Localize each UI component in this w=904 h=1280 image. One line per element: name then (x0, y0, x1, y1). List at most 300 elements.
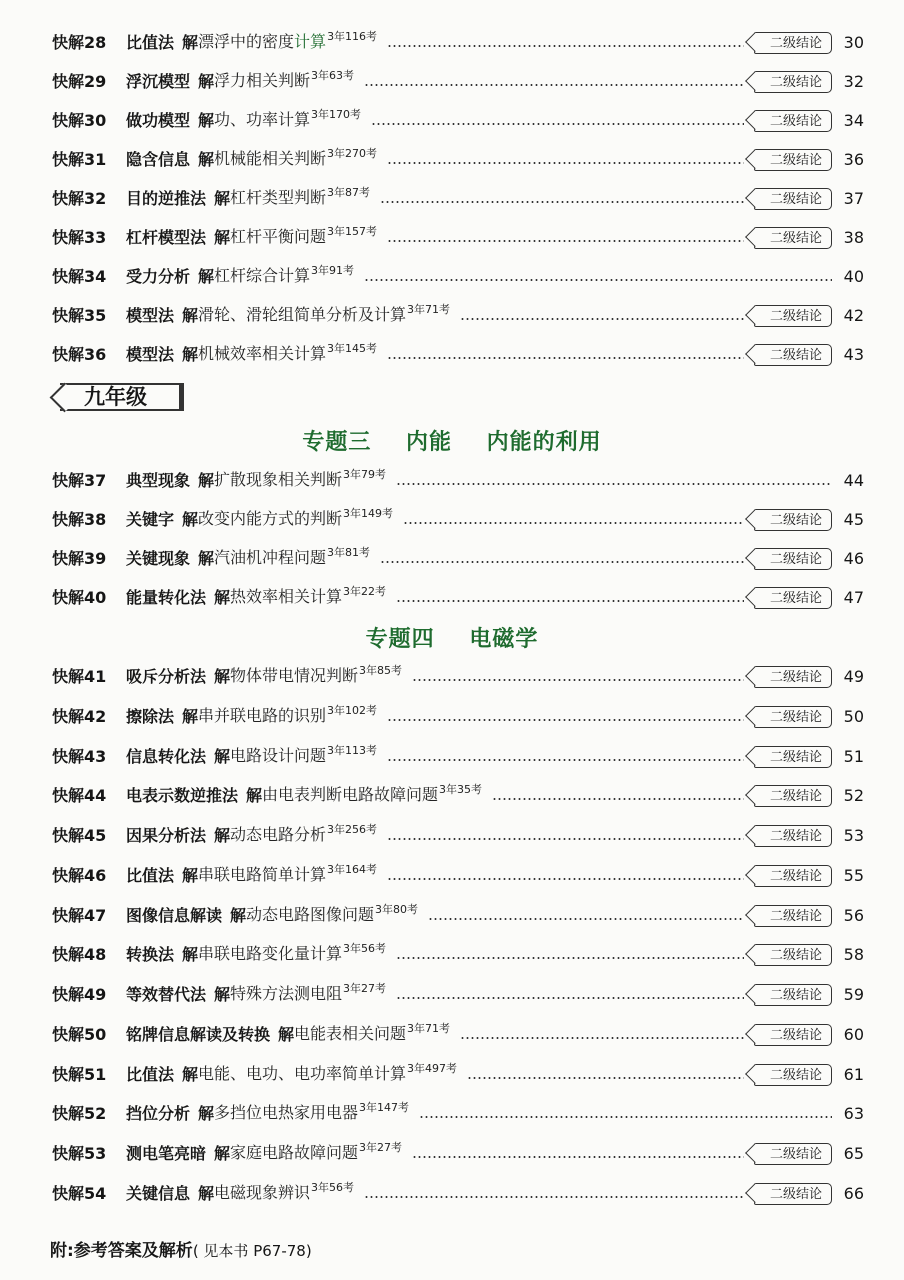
entry-page-number: 51 (843, 746, 864, 766)
entry-topic-text: 电能表相关问题 (294, 1023, 407, 1043)
entry-frequency: 3年170考 (311, 108, 362, 121)
entry-topic (214, 266, 354, 288)
entry-prefix: 快解 (52, 510, 85, 529)
entry-prefix: 快解 (52, 111, 85, 130)
secondary-conclusion-badge: 二级结论 (754, 227, 832, 249)
entry-topic-text: 串联电路简单计算 (198, 864, 327, 884)
entry-label (52, 228, 116, 248)
toc-entry[interactable] (52, 583, 864, 613)
entry-number: 35 (84, 306, 107, 325)
entry-number: 43 (84, 746, 107, 766)
entry-topic-text: 杠杆平衡问题 (230, 227, 327, 246)
entry-topic (230, 984, 386, 1006)
entry-method: 图像信息解读 (126, 905, 223, 925)
entry-frequency: 3年149考 (343, 507, 394, 520)
entry-solve-marker: 解 (246, 786, 263, 806)
entry-topic (198, 32, 377, 54)
toc-entry[interactable] (52, 1099, 864, 1129)
entry-solve-marker: 解 (214, 985, 231, 1004)
entry-number: 44 (84, 786, 107, 806)
dot-leader (467, 1077, 744, 1079)
dot-leader (460, 1037, 744, 1039)
entry-frequency: 3年102考 (327, 703, 378, 717)
entry-frequency: 3年27考 (359, 1141, 403, 1154)
dot-leader (380, 561, 744, 563)
entry-frequency: 3年164考 (327, 862, 378, 876)
section-heading-4 (0, 622, 904, 653)
entry-prefix: 快解 (52, 667, 85, 686)
entry-solve-marker: 解 (214, 228, 231, 247)
entry-frequency: 3年270考 (327, 147, 378, 160)
entry-topic-text: 电磁现象辨识 (214, 1182, 311, 1202)
entry-frequency: 3年497考 (407, 1061, 458, 1075)
secondary-conclusion-badge: 二级结论 (754, 509, 832, 531)
entry-solve-marker: 解 (214, 746, 231, 766)
entry-method: 比值法 (126, 865, 175, 885)
entry-label (52, 510, 116, 530)
entry-topic-text: 电能、电功、电功率简单计算 (198, 1063, 407, 1083)
toc-entry[interactable] (52, 1060, 864, 1090)
entry-frequency: 3年79考 (343, 468, 387, 481)
entry-prefix: 快解 (52, 1144, 85, 1163)
entry-topic-text: 功、功率计算 (214, 110, 311, 129)
entry-label (52, 471, 116, 491)
entry-number: 36 (84, 345, 107, 364)
entry-frequency: 3年145考 (327, 342, 378, 355)
toc-entry[interactable] (52, 1179, 864, 1209)
entry-topic (214, 470, 386, 492)
entry-page-number: 63 (843, 1104, 864, 1124)
dot-leader (396, 997, 744, 999)
entry-topic (230, 666, 402, 688)
entry-solve-marker: 解 (182, 1064, 199, 1084)
toc-entry[interactable] (52, 1139, 864, 1169)
entry-method: 转换法 (126, 945, 175, 965)
entry-method: 能量转化法 (126, 588, 207, 607)
secondary-conclusion-badge: 二级结论 (754, 344, 832, 366)
grade-tab (50, 383, 186, 413)
secondary-conclusion-badge: 二级结论 (754, 1183, 832, 1205)
entry-topic-text: 串并联电路的识别 (198, 705, 327, 725)
entry-frequency: 3年71考 (407, 1021, 451, 1035)
entry-topic-text: 动态电路图像问题 (246, 904, 375, 924)
toc-entry[interactable] (52, 466, 864, 496)
entry-page-number: 45 (843, 510, 864, 529)
entry-topic (198, 509, 393, 531)
entry-label (52, 945, 116, 965)
entry-frequency: 3年81考 (327, 546, 371, 559)
entry-topic-text: 浮力相关判断 (214, 71, 311, 90)
entry-topic-text: 动态电路分析 (230, 825, 327, 844)
entry-topic-text: 家庭电路故障问题 (230, 1143, 359, 1162)
entry-method: 受力分析 (126, 267, 191, 286)
entry-method: 模型法 (126, 345, 175, 364)
entry-page-number: 58 (843, 945, 864, 965)
entry-solve-marker: 解 (214, 588, 231, 607)
entry-label (52, 866, 116, 886)
entry-topic (214, 110, 361, 132)
entry-solve-marker: 解 (214, 1144, 231, 1163)
toc-entry[interactable] (52, 184, 864, 214)
entry-page-number: 53 (843, 826, 864, 845)
dot-leader (412, 679, 744, 681)
entry-method: 隐含信息 (126, 150, 191, 169)
entry-topic (198, 862, 378, 887)
entry-method: 做功模型 (126, 111, 191, 130)
entry-prefix: 快解 (52, 189, 85, 208)
entry-label (52, 707, 116, 727)
entry-prefix: 快解 (52, 267, 85, 286)
entry-method: 挡位分析 (126, 1104, 191, 1124)
entry-topic-text: 电路设计问题 (230, 745, 327, 765)
entry-topic (230, 1143, 402, 1165)
dot-leader (412, 1156, 744, 1158)
entry-solve-marker: 解 (198, 150, 215, 169)
entry-topic-text: 物体带电情况判断 (230, 666, 359, 685)
toc-entry[interactable] (52, 1020, 864, 1050)
entry-prefix: 快解 (52, 1183, 85, 1203)
toc-entry[interactable] (52, 821, 864, 851)
entry-solve-marker: 解 (198, 267, 215, 286)
entry-page-number: 30 (843, 33, 864, 52)
entry-number: 51 (84, 1064, 107, 1084)
entry-method: 因果分析法 (126, 826, 207, 845)
dot-leader (396, 600, 744, 602)
entry-number: 28 (84, 33, 107, 52)
entry-page-number: 44 (843, 471, 864, 490)
entry-label (52, 33, 116, 53)
entry-topic (230, 227, 377, 249)
entry-number: 39 (84, 549, 107, 568)
entry-prefix: 快解 (52, 945, 85, 965)
section-heading-3 (0, 425, 904, 456)
entry-method: 目的逆推法 (126, 189, 207, 208)
entry-solve-marker: 解 (214, 667, 231, 686)
entry-topic (262, 785, 482, 807)
entry-label (52, 826, 116, 846)
entry-prefix: 快解 (52, 471, 85, 490)
entry-method: 吸斥分析法 (126, 667, 207, 686)
entry-number: 46 (84, 865, 107, 885)
entry-label (52, 1065, 116, 1085)
dot-leader (419, 1116, 832, 1118)
entry-topic-text: 滑轮、滑轮组简单分析及计算 (198, 305, 407, 324)
entry-prefix: 快解 (52, 588, 85, 607)
entry-label (52, 588, 116, 608)
entry-prefix: 快解 (52, 985, 85, 1004)
entry-topic-text: 由电表判断电路故障问题 (262, 785, 439, 805)
toc-entry[interactable] (52, 901, 864, 931)
toc-entry[interactable] (52, 980, 864, 1010)
dot-leader (428, 918, 744, 920)
entry-topic-highlight: 计算 (294, 32, 327, 51)
entry-page-number: 46 (843, 549, 864, 568)
entry-frequency: 3年56考 (343, 942, 387, 956)
entry-page-number: 38 (843, 228, 864, 247)
secondary-conclusion-badge: 二级结论 (754, 149, 832, 171)
secondary-conclusion-badge: 二级结论 (754, 944, 832, 966)
dot-leader (364, 1196, 744, 1198)
entry-number: 34 (84, 267, 107, 286)
entry-prefix: 快解 (52, 746, 85, 766)
secondary-conclusion-badge: 二级结论 (754, 548, 832, 570)
entry-solve-marker: 解 (214, 189, 231, 208)
entry-prefix: 快解 (52, 905, 85, 925)
entry-label (52, 1104, 116, 1124)
entry-topic-text: 杠杆类型判断 (230, 188, 327, 207)
entry-number: 29 (84, 72, 107, 91)
toc-entry[interactable] (52, 702, 864, 732)
dot-leader (396, 483, 832, 485)
entry-topic-text: 漂浮中的密度 (198, 32, 295, 51)
toc-entry[interactable] (52, 505, 864, 535)
entry-method: 关键现象 (126, 549, 191, 568)
entry-label (52, 667, 116, 687)
toc-entry[interactable] (52, 223, 864, 253)
dot-leader (387, 759, 744, 761)
entry-topic (294, 1021, 451, 1046)
entry-frequency: 3年56考 (311, 1180, 355, 1194)
secondary-conclusion-badge: 二级结论 (754, 188, 832, 210)
entry-topic (214, 149, 377, 171)
entry-solve-marker: 解 (198, 1183, 215, 1203)
entry-number: 47 (84, 905, 107, 925)
entry-number: 49 (84, 985, 107, 1004)
toc-entry[interactable] (52, 340, 864, 370)
section-title: 内能 (405, 430, 452, 455)
entry-prefix: 快解 (52, 72, 85, 91)
entry-topic (214, 548, 370, 570)
toc-entry[interactable] (52, 28, 864, 58)
entry-method: 关键信息 (126, 1183, 191, 1203)
secondary-conclusion-badge: 二级结论 (754, 1024, 832, 1046)
appendix-page-range: ( 见本书 P67-78) (192, 1242, 312, 1260)
entry-number: 50 (84, 1024, 107, 1044)
appendix-title: 附:参考答案及解析 (50, 1241, 193, 1261)
toc-entry[interactable] (52, 940, 864, 970)
entry-label (52, 1025, 116, 1045)
entry-label (52, 1184, 116, 1204)
entry-solve-marker: 解 (214, 826, 231, 845)
entry-page-number: 36 (843, 150, 864, 169)
entry-solve-marker: 解 (198, 1104, 215, 1124)
entry-topic (198, 1061, 458, 1086)
entry-prefix: 快解 (52, 865, 85, 885)
entry-label (52, 267, 116, 287)
entry-page-number: 60 (843, 1024, 864, 1044)
entry-label (52, 906, 116, 926)
entry-solve-marker: 解 (182, 306, 199, 325)
entry-solve-marker: 解 (182, 706, 199, 726)
secondary-conclusion-badge: 二级结论 (754, 110, 832, 132)
entry-solve-marker: 解 (198, 471, 215, 490)
entry-number: 45 (84, 826, 107, 845)
entry-solve-marker: 解 (230, 905, 247, 925)
entry-number: 32 (84, 189, 107, 208)
entry-label (52, 549, 116, 569)
section-number: 专题四 (365, 627, 435, 652)
entry-page-number: 37 (843, 189, 864, 208)
entry-solve-marker: 解 (182, 345, 199, 364)
entry-method: 杠杆模型法 (126, 228, 207, 247)
entry-number: 41 (84, 667, 107, 686)
secondary-conclusion-badge: 二级结论 (754, 1143, 832, 1165)
entry-prefix: 快解 (52, 1024, 85, 1044)
toc-entry[interactable] (52, 662, 864, 692)
entry-number: 54 (84, 1183, 107, 1203)
entry-frequency: 3年256考 (327, 823, 378, 836)
entry-prefix: 快解 (52, 306, 85, 325)
dot-leader (387, 240, 744, 242)
entry-prefix: 快解 (52, 1064, 85, 1084)
entry-topic (230, 743, 378, 768)
entry-topic (214, 71, 354, 93)
secondary-conclusion-badge: 二级结论 (754, 746, 832, 768)
entry-method: 模型法 (126, 306, 175, 325)
entry-label (52, 747, 116, 767)
toc-entry[interactable] (52, 544, 864, 574)
dot-leader (371, 123, 744, 125)
entry-frequency: 3年147考 (359, 1101, 410, 1115)
dot-leader (364, 84, 744, 86)
dot-leader (387, 45, 744, 47)
secondary-conclusion-badge: 二级结论 (754, 587, 832, 609)
entry-topic (198, 944, 386, 966)
entry-prefix: 快解 (52, 549, 85, 568)
toc-entry[interactable] (52, 781, 864, 811)
entry-method: 浮沉模型 (126, 72, 191, 91)
secondary-conclusion-badge: 二级结论 (754, 32, 832, 54)
entry-page-number: 40 (843, 267, 864, 286)
grade-label: 九年级 (84, 384, 147, 409)
entry-topic (246, 902, 419, 927)
entry-label (52, 189, 116, 209)
secondary-conclusion-badge: 二级结论 (754, 706, 832, 728)
entry-number: 33 (84, 228, 107, 247)
toc-entry[interactable] (52, 145, 864, 175)
entry-number: 31 (84, 150, 107, 169)
entry-solve-marker: 解 (182, 33, 199, 52)
entry-method: 比值法 (126, 1064, 175, 1084)
entry-prefix: 快解 (52, 228, 85, 247)
entry-topic-text: 机械效率相关计算 (198, 344, 327, 363)
entry-number: 53 (84, 1144, 107, 1163)
entry-prefix: 快解 (52, 786, 85, 806)
entry-method: 关键字 (126, 510, 175, 529)
dot-leader (492, 798, 744, 800)
entry-topic (198, 703, 378, 728)
dot-leader (387, 838, 744, 840)
entry-page-number: 59 (843, 985, 864, 1004)
secondary-conclusion-badge: 二级结论 (754, 905, 832, 927)
secondary-conclusion-badge: 二级结论 (754, 1064, 832, 1086)
entry-number: 42 (84, 706, 107, 726)
dot-leader (387, 719, 744, 721)
entry-page-number: 56 (843, 905, 864, 925)
entry-topic (230, 587, 386, 609)
secondary-conclusion-badge: 二级结论 (754, 865, 832, 887)
entry-number: 40 (84, 588, 107, 607)
entry-page-number: 42 (843, 306, 864, 325)
entry-page-number: 65 (843, 1144, 864, 1163)
entry-method: 铭牌信息解读及转换 (126, 1024, 271, 1044)
entry-number: 37 (84, 471, 107, 490)
entry-frequency: 3年85考 (359, 664, 403, 677)
entry-topic-text: 汽油机冲程问题 (214, 548, 327, 567)
dot-leader (387, 357, 744, 359)
entry-frequency: 3年27考 (343, 982, 387, 995)
toc-entry[interactable] (52, 861, 864, 891)
entry-number: 30 (84, 111, 107, 130)
entry-topic-text: 特殊方法测电阻 (230, 984, 343, 1003)
secondary-conclusion-badge: 二级结论 (754, 984, 832, 1006)
entry-prefix: 快解 (52, 345, 85, 364)
entry-page-number: 50 (843, 706, 864, 726)
entry-topic-text: 多挡位电热家用电器 (214, 1103, 359, 1123)
entry-method: 等效替代法 (126, 985, 207, 1004)
entry-topic-text: 热效率相关计算 (230, 587, 343, 606)
entry-frequency: 3年113考 (327, 743, 378, 757)
secondary-conclusion-badge: 二级结论 (754, 666, 832, 688)
entry-topic-text: 扩散现象相关判断 (214, 470, 343, 489)
entry-label (52, 306, 116, 326)
entry-frequency: 3年35考 (439, 783, 483, 797)
entry-method: 电表示数逆推法 (126, 786, 239, 806)
toc-entry[interactable] (52, 106, 864, 136)
dot-leader (364, 279, 832, 281)
entry-solve-marker: 解 (182, 945, 199, 965)
secondary-conclusion-badge: 二级结论 (754, 825, 832, 847)
entry-topic (198, 305, 450, 327)
entry-page-number: 34 (843, 111, 864, 130)
entry-label (52, 786, 116, 806)
entry-page-number: 43 (843, 345, 864, 364)
entry-page-number: 61 (843, 1064, 864, 1084)
entry-solve-marker: 解 (182, 510, 199, 529)
entry-label (52, 985, 116, 1005)
entry-page-number: 66 (843, 1183, 864, 1203)
entry-solve-marker: 解 (182, 865, 199, 885)
entry-number: 52 (84, 1104, 107, 1124)
toc-entry[interactable] (52, 742, 864, 772)
entry-number: 38 (84, 510, 107, 529)
toc-entry[interactable] (52, 301, 864, 331)
section-title: 电磁学 (469, 627, 539, 652)
entry-prefix: 快解 (52, 826, 85, 845)
entry-frequency: 3年80考 (375, 902, 419, 916)
entry-label (52, 111, 116, 131)
entry-label (52, 345, 116, 365)
toc-entry[interactable] (52, 262, 864, 292)
section-subtitle: 内能的利用 (486, 430, 602, 455)
entry-topic (214, 1180, 355, 1205)
entry-frequency: 3年91考 (311, 264, 355, 277)
entry-solve-marker: 解 (278, 1024, 295, 1044)
secondary-conclusion-badge: 二级结论 (754, 71, 832, 93)
entry-label (52, 72, 116, 92)
dot-leader (387, 878, 744, 880)
secondary-conclusion-badge: 二级结论 (754, 305, 832, 327)
entry-label (52, 150, 116, 170)
appendix-note (50, 1236, 312, 1261)
entry-frequency: 3年157考 (327, 225, 378, 238)
entry-page-number: 47 (843, 588, 864, 607)
entry-method: 擦除法 (126, 706, 175, 726)
entry-topic (214, 1103, 409, 1125)
secondary-conclusion-badge: 二级结论 (754, 785, 832, 807)
entry-prefix: 快解 (52, 1104, 85, 1124)
toc-entry[interactable] (52, 67, 864, 97)
